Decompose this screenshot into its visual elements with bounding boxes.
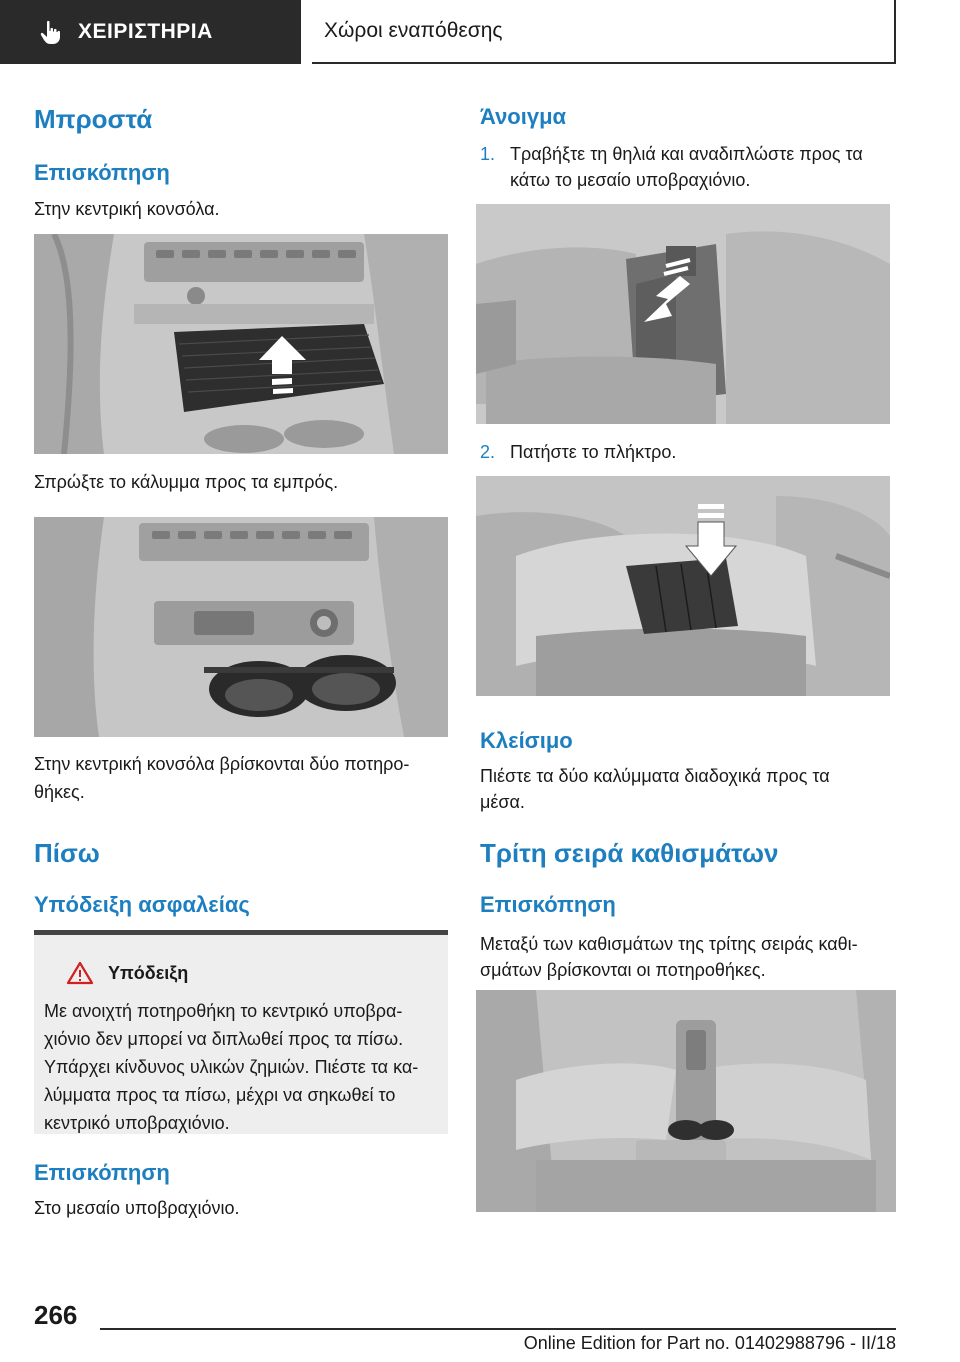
photo-third-row-cupholders	[476, 990, 896, 1212]
warning-triangle-icon	[66, 961, 94, 985]
heading-overview-rear: Επισκόπηση	[34, 1160, 170, 1185]
warning-line-2: χιόνιο δεν μπορεί να διπλωθεί προς τα πίσω.	[44, 1029, 404, 1049]
warning-line-4: λύμματα προς τα πίσω, μέχρι να σηκωθεί το	[44, 1085, 396, 1105]
warning-line-3: Υπάρχει κίνδυνος υλικών ζημιών. Πιέστε τα κα-	[44, 1057, 419, 1077]
step-1-text-line1: Τραβήξτε τη θηλιά και αναδιπλώστε προς τα	[510, 144, 863, 164]
header-divider	[299, 0, 301, 64]
step-2-text: Πατήστε το πλήκτρο.	[510, 442, 677, 462]
heading-front: Μπροστά	[34, 104, 153, 134]
heading-open: Άνοιγμα	[480, 104, 567, 129]
heading-safety-note: Υπόδειξη ασφαλείας	[34, 892, 250, 917]
photo-front-cupholders	[34, 517, 448, 737]
header-section-tab	[0, 0, 299, 64]
text-middle-armrest: Στο μεσαίο υποβραχιόνιο.	[34, 1198, 240, 1218]
heading-overview-front: Επισκόπηση	[34, 160, 170, 185]
photo-rear-armrest-button	[476, 476, 890, 696]
footer-rule	[100, 1328, 896, 1330]
step-1	[480, 140, 863, 168]
text-close-line2: μέσα.	[480, 792, 525, 812]
photo-rear-armrest-fold	[476, 204, 890, 424]
heading-close: Κλείσιμο	[480, 728, 573, 753]
text-third-row-line1: Μεταξύ των καθισμάτων της τρίτης σειράς καθι-	[480, 934, 858, 954]
step-1-number: 1.	[480, 144, 496, 164]
step-1-text-line2: κάτω το μεσαίο υποβραχιόνιο.	[510, 170, 751, 190]
text-cupholders-line1: Στην κεντρική κονσόλα βρίσκονται δύο ποτηρο-	[34, 754, 410, 774]
step-2	[480, 438, 676, 466]
text-push-cover: Σπρώξτε το κάλυμμα προς τα εμπρός.	[34, 472, 339, 492]
header-chapter-title: Χώροι εναπόθεσης	[324, 19, 503, 42]
text-center-console: Στην κεντρική κονσόλα.	[34, 199, 220, 219]
heading-overview-third-row: Επισκόπηση	[480, 892, 616, 917]
warning-title: Υπόδειξη	[108, 962, 189, 983]
heading-rear: Πίσω	[34, 838, 100, 868]
warning-line-5: κεντρικό υποβραχιόνιο.	[44, 1113, 230, 1133]
header-section-title: ΧΕΙΡΙΣΤΗΡΙΑ	[78, 20, 213, 43]
warning-line-1: Με ανοιχτή ποτηροθήκη το κεντρικό υποβρα-	[44, 1001, 403, 1021]
warning-box	[34, 930, 448, 1134]
text-close-line1: Πιέστε τα δύο καλύμματα διαδοχικά προς τα	[480, 766, 830, 786]
photo-console-cover	[34, 234, 448, 454]
page-number: 266	[34, 1300, 78, 1330]
footer-edition: Online Edition for Part no. 01402988796 - II/18	[523, 1333, 896, 1353]
text-third-row-line2: σμάτων βρίσκονται οι ποτηροθήκες.	[480, 960, 766, 980]
heading-third-row: Τρίτη σειρά καθισμάτων	[480, 838, 779, 868]
step-1-cont	[510, 166, 750, 194]
header-chapter-tab	[312, 0, 896, 64]
text-cupholders-line2: θήκες.	[34, 782, 85, 802]
step-2-number: 2.	[480, 442, 496, 462]
hand-pointer-icon	[38, 19, 64, 45]
